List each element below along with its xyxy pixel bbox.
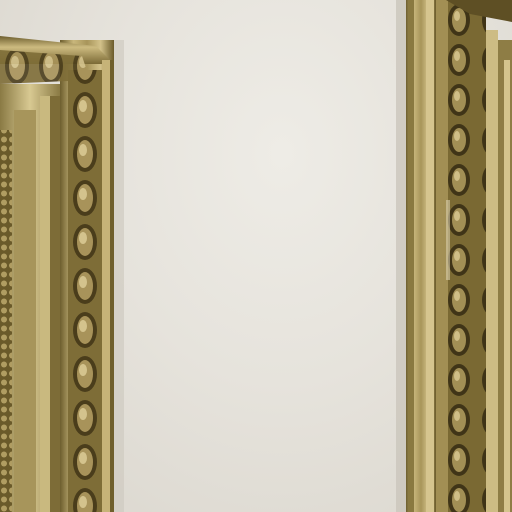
left-frame-edge-shadow [110, 60, 114, 512]
right-frame-outer-edge [408, 0, 414, 512]
right-frame-inner-bead [486, 30, 498, 512]
left-frame-inner-groove [50, 96, 60, 512]
left-frame-wall-shadow [114, 40, 124, 512]
left-frame-bead-row [0, 130, 12, 512]
left-frame-ornament-strip [68, 70, 102, 512]
right-frame [396, 0, 512, 512]
left-frame-inner-flat [14, 110, 36, 512]
left-frame-inner-bead [40, 96, 50, 512]
right-frame-inner-highlight [504, 60, 510, 512]
right-frame-outer-highlight [426, 0, 434, 512]
left-frame [0, 36, 124, 512]
right-frame-ornament-strip [446, 0, 486, 512]
right-frame-wear-mark [446, 200, 450, 280]
